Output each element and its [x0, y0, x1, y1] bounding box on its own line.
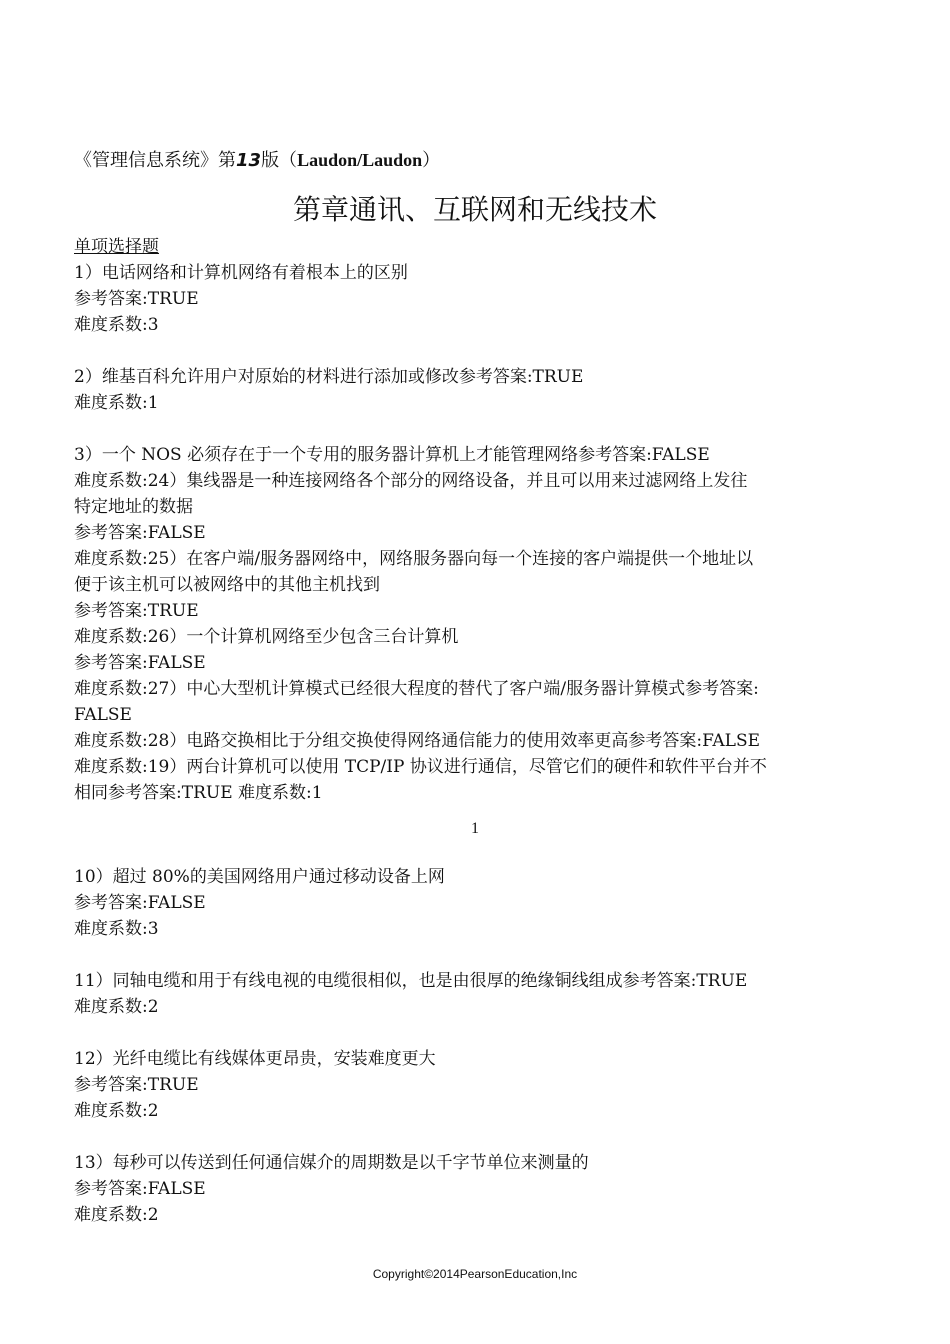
text-line: 参考答案:FALSE [74, 653, 206, 673]
page1-lines [74, 260, 884, 806]
edition-number: 13 [236, 150, 262, 171]
text-line: 参考答案:FALSE [74, 893, 206, 913]
text-line: 参考答案:TRUE [74, 289, 199, 309]
text-line: 难度系数:2 [74, 997, 159, 1017]
book-title-suffix: 版（ [261, 150, 298, 171]
text-line: 参考答案:FALSE [74, 523, 206, 543]
chapter-title: 第章通讯、互联网和无线技术 [292, 193, 657, 226]
text-line: 3）一个 NOS 必须存在于一个专用的服务器计算机上才能管理网络参考答案:FALSE [74, 445, 710, 465]
book-title-close: ） [422, 150, 441, 171]
text-line: 10）超过 80%的美国网络用户通过移动设备上网 [74, 867, 445, 887]
text-line: 难度系数:3 [74, 919, 159, 939]
text-line: 11）同轴电缆和用于有线电视的电缆很相似，也是由很厚的绝缘铜线组成参考答案:TRUE [74, 971, 748, 991]
section-label: 单项选择题 [74, 237, 159, 257]
text-line [74, 416, 884, 442]
text-line: 难度系数:19）两台计算机可以使用 TCP/IP 协议进行通信，尽管它们的硬件和软件平台并不 [74, 757, 767, 777]
text-line [74, 942, 884, 968]
text-line: 难度系数:2 [74, 1101, 159, 1121]
text-line: 13）每秒可以传送到任何通信媒介的周期数是以千字节单位来测量的 [74, 1153, 589, 1173]
text-line: 1）电话网络和计算机网络有着根本上的区别 [74, 263, 408, 283]
question-block-page1 [74, 234, 884, 806]
text-line: 参考答案:FALSE [74, 1179, 206, 1199]
text-line: 难度系数:3 [74, 315, 159, 335]
copyright-footer: Copyright©2014PearsonEducation,Inc [372, 1267, 578, 1281]
text-line: 难度系数:1 [74, 393, 159, 413]
text-line: 参考答案:TRUE [74, 1075, 199, 1095]
text-line: 2）维基百科允许用户对原始的材料进行添加或修改参考答案:TRUE [74, 367, 584, 387]
page-number: 1 [471, 820, 479, 837]
page2-lines [74, 864, 884, 1228]
question-block-page2 [74, 864, 884, 1228]
text-line: 12）光纤电缆比有线媒体更昂贵，安装难度更大 [74, 1049, 436, 1069]
text-line: 难度系数:26）一个计算机网络至少包含三台计算机 [74, 627, 459, 647]
text-line: FALSE [74, 705, 132, 725]
text-line: 难度系数:2 [74, 1205, 159, 1225]
text-line [74, 1020, 884, 1046]
book-title [74, 146, 440, 172]
text-line [74, 1124, 884, 1150]
text-line: 难度系数:25）在客户端/服务器网络中，网络服务器向每一个连接的客户端提供一个地址以 [74, 549, 754, 569]
text-line: 相同参考答案:TRUE 难度系数:1 [74, 783, 323, 803]
text-line: 难度系数:24）集线器是一种连接网络各个部分的网络设备，并且可以用来过滤网络上发往 [74, 471, 748, 491]
text-line: 特定地址的数据 [74, 497, 193, 517]
text-line: 难度系数:27）中心大型机计算模式已经很大程度的替代了客户端/服务器计算模式参考答案: [74, 679, 759, 699]
authors: Laudon/Laudon [297, 150, 423, 170]
text-line: 难度系数:28）电路交换相比于分组交换使得网络通信能力的使用效率更高参考答案:FALSE [74, 731, 761, 751]
text-line: 参考答案:TRUE [74, 601, 199, 621]
text-line [74, 338, 884, 364]
book-title-prefix: 《管理信息系统》第 [74, 150, 236, 171]
text-line: 便于该主机可以被网络中的其他主机找到 [74, 575, 380, 595]
